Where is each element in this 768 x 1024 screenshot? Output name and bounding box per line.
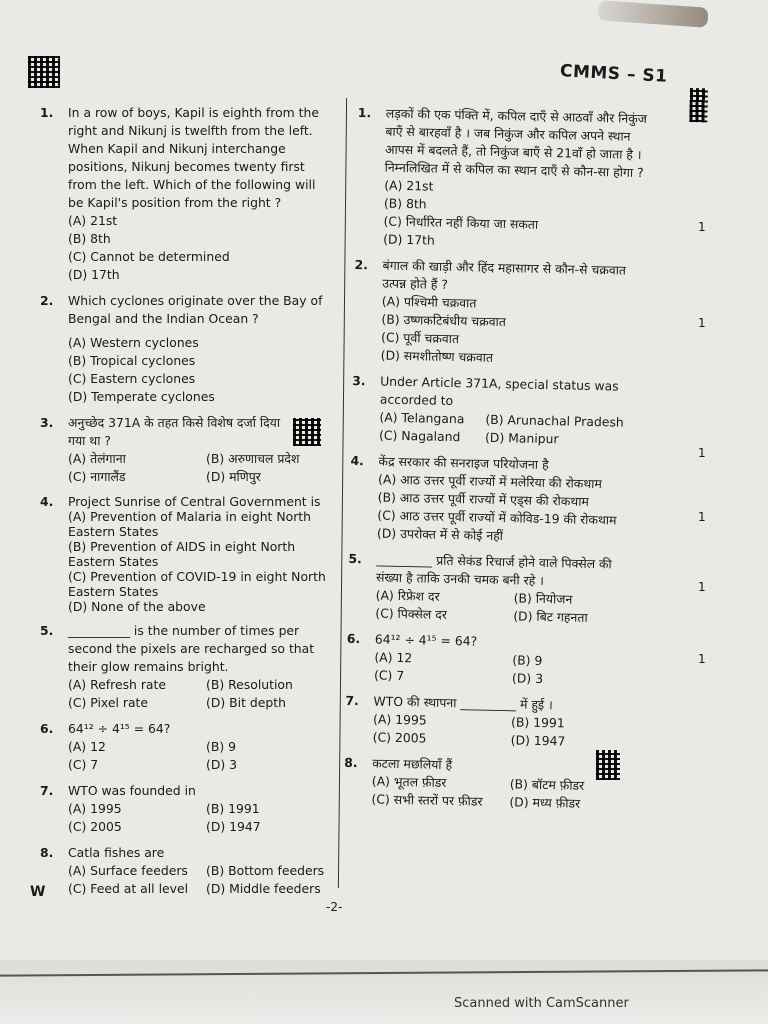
question-number: 1. xyxy=(357,104,372,121)
option-a: (A) भूतल फ़ीडर xyxy=(371,773,447,790)
option-b: (B) 9 xyxy=(206,739,236,754)
question-number: 8. xyxy=(344,754,358,771)
question-number: 2. xyxy=(40,293,54,308)
question-text: Catla fishes are xyxy=(68,845,165,860)
question-4-hindi xyxy=(349,452,641,548)
question-text: अनुच्छेद 371A के तहत किसे विशेष दर्जा दिया गया था ? xyxy=(68,415,281,448)
option-c: (C) Eastern cyclones xyxy=(68,371,196,386)
question-5-hindi xyxy=(347,550,638,628)
option-d: (D) 17th xyxy=(383,231,435,248)
option-b: (B) Arunachal Pradesh xyxy=(485,411,624,430)
marks-value: 1 xyxy=(698,316,706,330)
question-2 xyxy=(40,292,330,406)
options-grid xyxy=(373,710,636,751)
options-grid xyxy=(68,450,330,486)
question-text: In a row of boys, Kapil is eighth from the right and Nikunj is twelfth from the left. When Kapil and Nikunj interchange positions, Nikunj becomes twenty first from the left. Which of the following will be Kapil's position from the right ? xyxy=(68,105,320,210)
option-a: (A) रिफ्रेश दर xyxy=(375,587,440,604)
option-a: (A) तेलंगाना xyxy=(68,451,126,466)
question-number: 5. xyxy=(40,623,54,638)
page-mark: W xyxy=(30,884,46,900)
option-c: (C) सभी स्तरों पर फ़ीडर xyxy=(371,791,483,809)
question-text: Project Sunrise of Central Government is xyxy=(68,494,321,509)
question-number: 7. xyxy=(345,692,360,709)
option-a: (A) Refresh rate xyxy=(68,677,166,692)
option-a: (A) 1995 xyxy=(68,801,122,816)
option-d: (D) 17th xyxy=(68,267,120,282)
option-b: (B) अरुणाचल प्रदेश xyxy=(206,451,300,466)
options-grid xyxy=(371,772,634,813)
question-number: 8. xyxy=(40,845,54,860)
scanner-watermark: Scanned with CamScanner xyxy=(454,996,629,1011)
question-8 xyxy=(40,844,330,898)
option-a: (A) 12 xyxy=(68,739,106,754)
option-b: (B) Resolution xyxy=(206,677,293,692)
option-a: (A) Surface feeders xyxy=(68,863,188,878)
option-c: (C) पिक्सेल दर xyxy=(375,605,448,622)
question-1-hindi xyxy=(355,104,648,254)
marks-value: 1 xyxy=(698,652,706,666)
option-d: (D) 3 xyxy=(511,670,544,686)
option-c: (C) Cannot be determined xyxy=(68,249,230,264)
question-text: 64¹² ÷ 4¹⁵ = 64? xyxy=(68,721,171,736)
option-c: (C) 2005 xyxy=(372,729,427,746)
options-grid xyxy=(68,738,330,774)
option-d: (D) बिट गहनता xyxy=(513,608,588,625)
question-number: 4. xyxy=(40,494,54,509)
option-b: (B) Prevention of AIDS in eight North Eastern States xyxy=(68,539,296,569)
question-7 xyxy=(40,782,330,836)
question-text: बंगाल की खाड़ी और हिंद महासागर से कौन-से चक्रवात उत्पन्न होते हैं ? xyxy=(382,257,627,292)
paper-code: CMMS – S1 xyxy=(559,61,668,87)
option-b: (B) बॉटम फ़ीडर xyxy=(509,776,585,793)
option-b: (B) Bottom feeders xyxy=(206,863,325,878)
option-b: (B) 1991 xyxy=(206,801,260,816)
qr-code-icon xyxy=(689,88,708,122)
option-d: (D) समशीतोष्ण चक्रवात xyxy=(380,347,494,365)
question-number: 3. xyxy=(352,372,366,389)
option-d: (D) उपरोक्त में से कोई नहीं xyxy=(376,525,504,544)
option-a: (A) आठ उत्तर पूर्वी राज्यों में मलेरिया की रोकथाम xyxy=(377,471,603,492)
option-d: (D) Temperate cyclones xyxy=(68,389,215,404)
option-a: (A) 12 xyxy=(374,649,413,666)
option-c: (C) Pixel rate xyxy=(68,695,149,710)
question-5 xyxy=(40,622,330,712)
option-a: (A) 1995 xyxy=(372,711,427,728)
question-text: _________ प्रति सेकंड रिचार्ज होने वाले पिक्सेल की संख्या है ताकि उनकी चमक बनी रहे । xyxy=(375,551,612,588)
option-d: (D) Bit depth xyxy=(206,695,286,710)
question-number: 6. xyxy=(40,721,54,736)
option-d: (D) 3 xyxy=(206,757,238,772)
option-c: (C) Prevention of COVID-19 in eight North Eastern States xyxy=(68,569,326,599)
option-a: (A) Telangana xyxy=(379,409,465,427)
question-text: कटला मछलियाँ हैं xyxy=(372,755,453,773)
question-number: 1. xyxy=(40,105,54,120)
page-number: -2- xyxy=(326,900,343,914)
marks-value: 1 xyxy=(698,580,706,594)
options-grid xyxy=(68,800,330,836)
left-column xyxy=(40,104,330,906)
options-grid xyxy=(375,586,638,627)
question-text: WTO was founded in xyxy=(68,783,196,798)
options-grid xyxy=(68,676,330,712)
question-text: 64¹² ÷ 4¹⁵ = 64? xyxy=(374,631,478,649)
option-a: (A) 21st xyxy=(384,177,434,194)
option-c: (C) नागालैंड xyxy=(68,469,126,484)
marks-value: 1 xyxy=(698,220,706,234)
option-d: (D) मध्य फ़ीडर xyxy=(509,794,581,811)
question-6 xyxy=(40,720,330,774)
question-6-hindi xyxy=(346,630,637,690)
option-d: (D) 1947 xyxy=(206,819,261,834)
option-b: (B) 8th xyxy=(68,231,111,246)
option-c: (C) Feed at all level xyxy=(68,881,189,896)
option-b: (B) 9 xyxy=(512,652,543,668)
option-b: (B) उष्णकटिबंधीय चक्रवात xyxy=(381,311,507,330)
question-text: केंद्र सरकार की सनराइज परियोजना है xyxy=(378,453,549,473)
question-text: Which cyclones originate over the Bay of Bengal and the Indian Ocean ? xyxy=(68,293,323,326)
option-d: (D) None of the above xyxy=(68,599,206,614)
option-c: (C) निर्धारित नहीं किया जा सकता xyxy=(383,213,539,232)
question-8-hindi xyxy=(343,754,634,814)
question-text: लड़कों की एक पंक्ति में, कपिल दाएँ से आठवाँ और निकुंज बाएँ से बारहवाँ है । जब निकुंज और कपिल अपने स्थान आपस में बदलते हैं, तो निकुंज बाएँ से 21वाँ हो जाता है । निम्नलिखित में से कपिल का स्थान दाएँ से कौन-सा होगा ? xyxy=(384,105,648,180)
question-number: 4. xyxy=(350,452,365,469)
question-7-hindi xyxy=(345,692,636,752)
question-2-hindi xyxy=(353,256,645,370)
option-d: (D) Manipur xyxy=(484,429,559,447)
question-3-english xyxy=(351,372,642,450)
option-b: (B) आठ उत्तर पूर्वी राज्यों में एड्स की रोकथाम xyxy=(377,489,590,509)
option-c: (C) 7 xyxy=(68,757,99,772)
option-c: (C) आठ उत्तर पूर्वी राज्यों में कोविड-19 की रोकथाम xyxy=(377,507,617,528)
option-a: (A) पश्चिमी चक्रवात xyxy=(381,293,477,311)
question-text: Under Article 371A, special status was accorded to xyxy=(379,373,619,409)
option-b: (B) 8th xyxy=(383,195,427,212)
right-column xyxy=(343,104,648,822)
question-number: 6. xyxy=(346,630,361,647)
marks-value: 1 xyxy=(698,510,706,524)
qr-code-icon xyxy=(28,56,60,88)
options-grid xyxy=(379,409,642,450)
option-a: (A) 21st xyxy=(68,213,118,228)
option-d: (D) मणिपुर xyxy=(206,469,261,484)
option-b: (B) नियोजन xyxy=(513,590,573,607)
option-b: (B) 1991 xyxy=(510,714,565,731)
option-c: (C) 2005 xyxy=(68,819,122,834)
page-edge-shadow xyxy=(597,0,708,28)
option-d: (D) Middle feeders xyxy=(206,881,321,896)
option-b: (B) Tropical cyclones xyxy=(68,353,196,368)
option-c: (C) पूर्वी चक्रवात xyxy=(380,329,460,347)
question-number: 5. xyxy=(348,550,362,567)
question-number: 7. xyxy=(40,783,54,798)
question-number: 2. xyxy=(354,256,369,273)
option-a: (A) Prevention of Malaria in eight North Eastern States xyxy=(68,509,312,539)
question-text: WTO की स्थापना _________ में हुई । xyxy=(373,693,553,713)
options-grid xyxy=(68,862,330,898)
question-text: __________ is the number of times per second the pixels are recharged so that their glow remains bright. xyxy=(68,623,315,674)
options-grid xyxy=(374,648,637,689)
question-3 xyxy=(40,414,330,486)
option-c: (C) 7 xyxy=(373,667,405,684)
question-1 xyxy=(40,104,330,284)
question-4 xyxy=(40,494,330,614)
option-a: (A) Western cyclones xyxy=(68,335,199,350)
option-c: (C) Nagaland xyxy=(378,427,461,445)
marks-value: 1 xyxy=(698,446,706,460)
option-d: (D) 1947 xyxy=(510,732,566,749)
question-number: 3. xyxy=(40,415,54,430)
